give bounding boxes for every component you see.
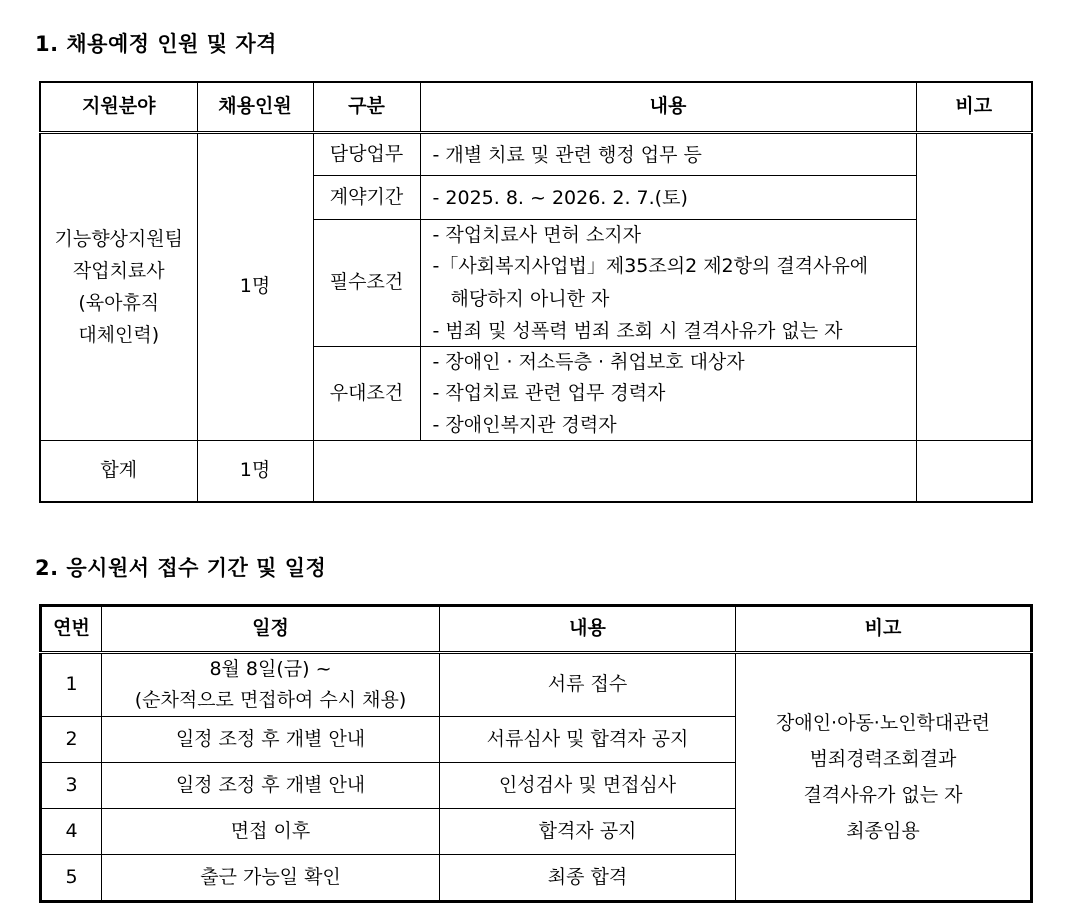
- schedule-cell: 출근 가능일 확인: [102, 855, 440, 902]
- content-cell: [420, 133, 916, 176]
- field-cell: [40, 133, 197, 441]
- table-header-row: [40, 82, 1032, 133]
- header-number: 연번: [41, 606, 102, 653]
- schedule-cell: 일정 조정 후 개별 안내: [102, 717, 440, 763]
- headcount-cell: 1명: [197, 133, 313, 441]
- field-line: (육아휴직: [78, 292, 160, 314]
- row-number: 2: [41, 717, 102, 763]
- note-line: 범죄경력조회결과: [809, 748, 957, 770]
- schedule-line: (순차적으로 면접하여 수시 채용): [134, 689, 407, 711]
- content-cell: 인성검사 및 면접심사: [440, 763, 736, 809]
- field-line: 대체인력): [78, 324, 160, 346]
- total-label: 합계: [40, 441, 197, 502]
- header-field: 지원분야: [40, 82, 197, 133]
- table-row: [40, 133, 1032, 176]
- header-content: 내용: [420, 82, 916, 133]
- content-line: - 장애인 · 저소득층 · 취업보호 대상자: [432, 351, 745, 373]
- header-content: 내용: [440, 606, 736, 653]
- content-cell: [420, 220, 916, 347]
- header-category: 구분: [313, 82, 420, 133]
- schedule-cell: 면접 이후: [102, 809, 440, 855]
- row-number: 3: [41, 763, 102, 809]
- section1-title: 1. 채용예정 인원 및 자격: [35, 32, 277, 56]
- category-cell: 담당업무: [313, 133, 420, 176]
- row-number: 1: [41, 653, 102, 717]
- schedule-cell: 일정 조정 후 개별 안내: [102, 763, 440, 809]
- table-header-row: [41, 606, 1032, 653]
- schedule-cell: [102, 653, 440, 717]
- content-cell: 최종 합격: [440, 855, 736, 902]
- content-line: - 범죄 및 성폭력 범죄 조회 시 결격사유가 없는 자: [432, 319, 843, 342]
- content-line: - 장애인복지관 경력자: [432, 414, 617, 436]
- content-line: - 작업치료 관련 업무 경력자: [432, 382, 666, 404]
- content-line: - 2025. 8. ~ 2026. 2. 7.(토): [432, 186, 688, 209]
- header-schedule: 일정: [102, 606, 440, 653]
- content-cell: [420, 347, 916, 441]
- content-cell: 서류심사 및 합격자 공지: [440, 717, 736, 763]
- note-cell: [736, 653, 1032, 902]
- recruitment-table: [39, 81, 1033, 503]
- section2-title: 2. 응시원서 접수 기간 및 일정: [35, 556, 327, 580]
- table-row: [41, 653, 1032, 717]
- content-line: 해당하지 아니한 자: [450, 287, 610, 310]
- note-line: 최종임용: [846, 820, 920, 842]
- header-headcount: 채용인원: [197, 82, 313, 133]
- total-empty-cell: [313, 441, 916, 502]
- category-cell: 필수조건: [313, 220, 420, 347]
- total-note-cell: [916, 441, 1032, 502]
- content-line: - 작업치료사 면허 소지자: [432, 223, 642, 246]
- note-cell: [916, 133, 1032, 441]
- note-line: 결격사유가 없는 자: [803, 784, 963, 806]
- schedule-table: [39, 604, 1033, 903]
- content-cell: 합격자 공지: [440, 809, 736, 855]
- content-cell: [420, 176, 916, 220]
- header-note: 비고: [916, 82, 1032, 133]
- row-number: 5: [41, 855, 102, 902]
- category-cell: 우대조건: [313, 347, 420, 441]
- note-line: 장애인·아동·노인학대관련: [776, 712, 990, 734]
- field-line: 작업치료사: [72, 260, 165, 282]
- schedule-line: 8월 8일(금) ~: [209, 658, 332, 680]
- table-total-row: [40, 441, 1032, 502]
- content-line: - 개별 치료 및 관련 행정 업무 등: [432, 143, 702, 166]
- category-cell: 계약기간: [313, 176, 420, 220]
- header-note: 비고: [736, 606, 1032, 653]
- content-cell: 서류 접수: [440, 653, 736, 717]
- content-line: -「사회복지사업법」제35조의2 제2항의 결격사유에: [432, 254, 869, 277]
- row-number: 4: [41, 809, 102, 855]
- field-line: 기능향상지원팀: [54, 228, 183, 250]
- total-count: 1명: [197, 441, 313, 502]
